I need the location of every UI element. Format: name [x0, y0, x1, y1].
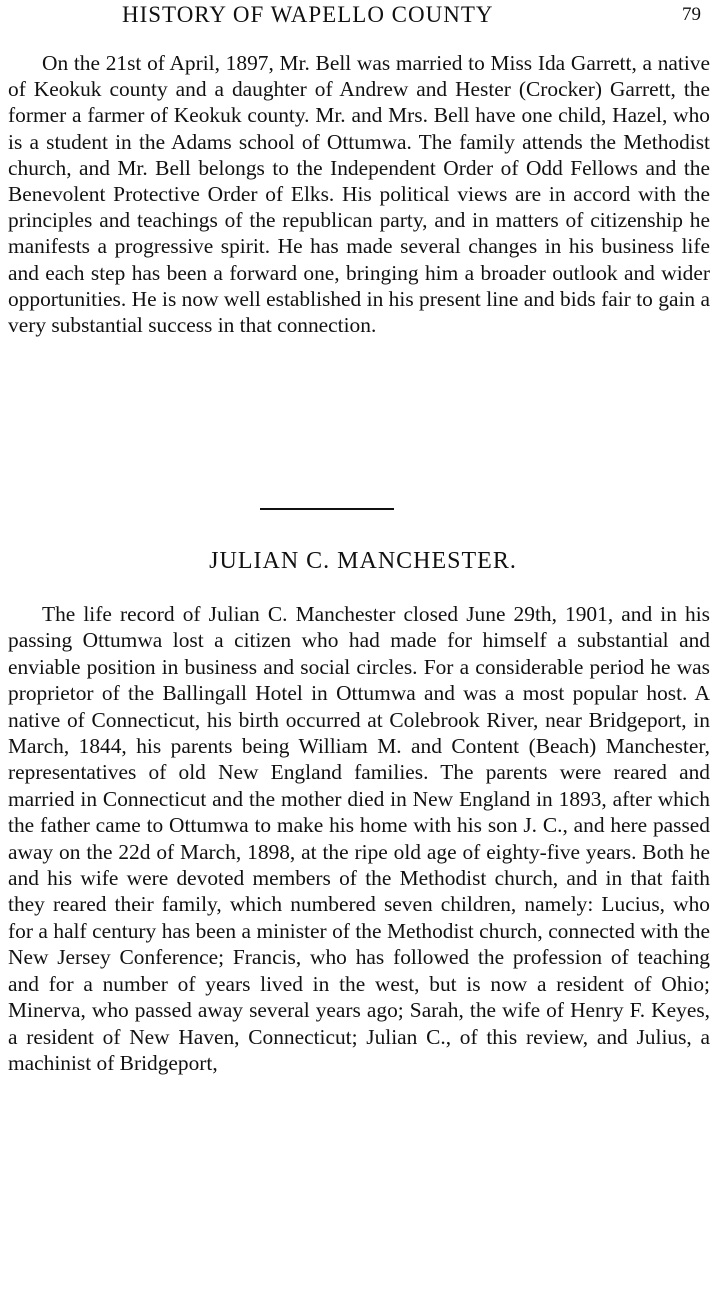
- paragraph-manchester: The life record of Julian C. Manchester closed June 29th, 1901, and in his passing Ottumwa lost a citizen who had made for himself a substantial and enviable position in business and social circles. For a considerable period he was proprietor of the Ballingall Hotel in Ottumwa and was a most popular host. A native of Connecticut, his birth occurred at Colebrook River, near Bridgeport, in March, 1844, his parents being William M. and Content (Beach) Manchester, representatives of old New England families. The parents were reared and married in Connecticut and the mother died in New England in 1893, after which the father came to Ottumwa to make his home with his son J. C., and here passed away on the 22d of March, 1898, at the ripe old age of eighty-five years. Both he and his wife were devoted members of the Methodist church, and in that faith they reared their family, which numbered seven children, namely: Lucius, who for a half century has been a minister of the Methodist church, connected with the New Jersey Conference; Francis, who has followed the profession of teaching and for a number of years lived in the west, but is now a resident of Ohio; Minerva, who passed away several years ago; Sarah, the wife of Henry F. Keyes, a resident of New Haven, Connecticut; Julian C., of this review, and Julius, a machinist of Bridgeport,: [8, 602, 710, 1075]
- running-title: HISTORY OF WAPELLO COUNTY: [122, 2, 494, 27]
- paragraph-bell-marriage: On the 21st of April, 1897, Mr. Bell was married to Miss Ida Garrett, a native of Keokuk county and a daughter of Andrew and Hester (Crocker) Garrett, the former a farmer of Keokuk county. Mr. and Mrs. Bell have one child, Hazel, who is a student in the Adams school of Ottumwa. The family attends the Methodist church, and Mr. Bell belongs to the Independent Order of Odd Fellows and the Benevolent Protective Order of Elks. His political views are in accord with the principles and teachings of the republican party, and in matters of citizenship he manifests a progressive spirit. He has made several changes in his business life and each step has been a forward one, bringing him a broader outlook and wider opportunities. He is now well established in his present line and bids fair to gain a very substantial success in that connection.: [8, 51, 710, 338]
- running-header: [0, 0, 726, 34]
- section-heading: JULIAN C. MANCHESTER.: [209, 548, 517, 574]
- section-divider: [260, 508, 394, 510]
- page-number: 79: [682, 4, 701, 25]
